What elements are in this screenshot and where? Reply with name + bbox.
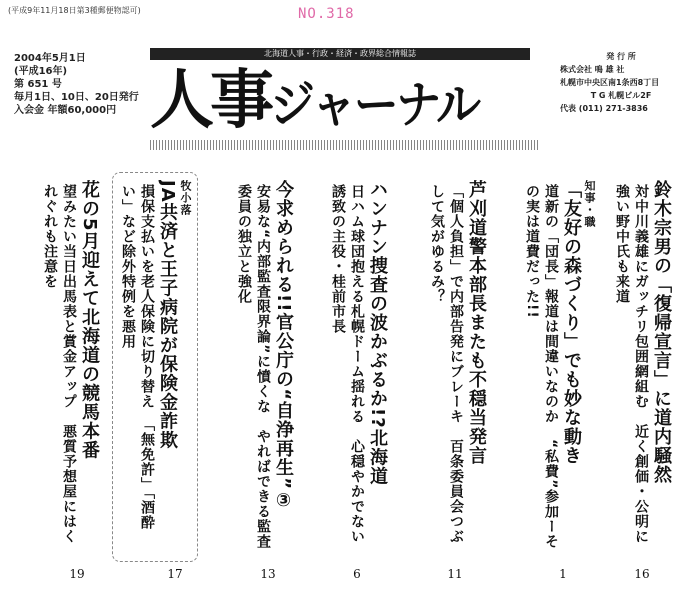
article-subhead: 日ハム球団抱える札幌ドーム揺れる 心穏やかでない誘致の主役・桂前市長 [330, 184, 365, 544]
publisher-address-1: 札幌市中央区南1条西8丁目 [560, 78, 660, 87]
page-number-6: 6 [353, 567, 361, 581]
article-headline: ハンナン捜査の波かぶるか!?北海道 [367, 180, 388, 486]
postal-permit: (平成9年11月18日第3種郵便物認可) [8, 6, 141, 15]
issue-date: 2004年5月1日 [14, 53, 86, 64]
issue-number: 第 651 号 [14, 79, 62, 90]
article-kicker: 牧小落 [179, 180, 192, 216]
article-11[interactable] [415, 180, 487, 550]
document-number: NO.318 [298, 6, 355, 22]
article-headline: 花の5月迎えて北海道の競馬本番 [79, 180, 100, 460]
article-subhead: 損保支払いを老人保険に切り替え 「無免許」「酒酔い」など除外特例を悪用 [120, 184, 155, 530]
publisher-company: 株式会社 鳴 雄 社 [560, 65, 625, 74]
article-headline: JA共済と王子病院が保険金詐欺 [157, 180, 178, 450]
masthead-title [150, 62, 530, 140]
publisher-label: 発 行 所 [606, 52, 636, 61]
article-headline: 「友好の森づくり」でも妙な動き [561, 180, 582, 465]
article-subhead: 「個人負担」で内部告発にブレーキ 百条委員会つぶして気がゆるみ？ [429, 184, 464, 544]
page-number-11: 11 [447, 567, 463, 581]
masthead-strip: 北海道人事・行政・経済・政界総合情報誌 [150, 48, 530, 60]
article-16[interactable] [610, 180, 672, 550]
page-number-17: 17 [167, 567, 183, 581]
page-number-16: 16 [634, 567, 650, 581]
article-kicker: 知事・職 [583, 180, 596, 228]
masthead-title-sub: ジャーナル [270, 76, 479, 134]
article-subhead: 望みたい当日出馬表と賞金アップ 悪質予想屋にはくれぐれも注意を [42, 184, 77, 544]
issue-info [14, 52, 156, 117]
publisher-address-2: T G 札幌ビル2F [590, 91, 652, 100]
issue-fee: 入会金 年額60,000円 [14, 105, 117, 116]
article-headline: 今求められる!!官公庁の“自浄再生”③ [273, 180, 294, 513]
article-13[interactable] [214, 180, 294, 550]
issue-era: (平成16年) [14, 66, 68, 77]
masthead-title-main: 人事 [150, 63, 270, 138]
masthead [150, 48, 530, 143]
article-17[interactable] [118, 180, 192, 550]
page-number-1: 1 [559, 567, 567, 581]
page-number-19: 19 [69, 567, 85, 581]
article-19[interactable] [28, 180, 100, 550]
article-subhead: 安易な“内部監査限界論”に憤くな やればできる監査委員の独立と強化 [236, 184, 271, 550]
issue-schedule: 毎月1日、10日、20日発行 [14, 92, 139, 103]
article-headline: 芦刈道警本部長またも不穏当発言 [466, 180, 487, 465]
article-6[interactable] [316, 180, 388, 550]
masthead-hatch-divider [150, 140, 540, 150]
publisher-info [560, 50, 682, 115]
article-subhead: 対中川義雄にガッチリ包囲網組む 近く創価・公明に強い野中氏も来道 [614, 184, 649, 544]
page-number-13: 13 [260, 567, 276, 581]
publisher-phone: 代表 (011) 271-3836 [560, 104, 648, 113]
article-subhead: 道新の「団長」報道は間違いなのか “私費”参加ーその実は道費だった!! [524, 184, 559, 550]
article-1[interactable] [524, 180, 596, 550]
article-headline: 鈴木宗男の「復帰宣言」に道内騒然 [651, 180, 672, 484]
